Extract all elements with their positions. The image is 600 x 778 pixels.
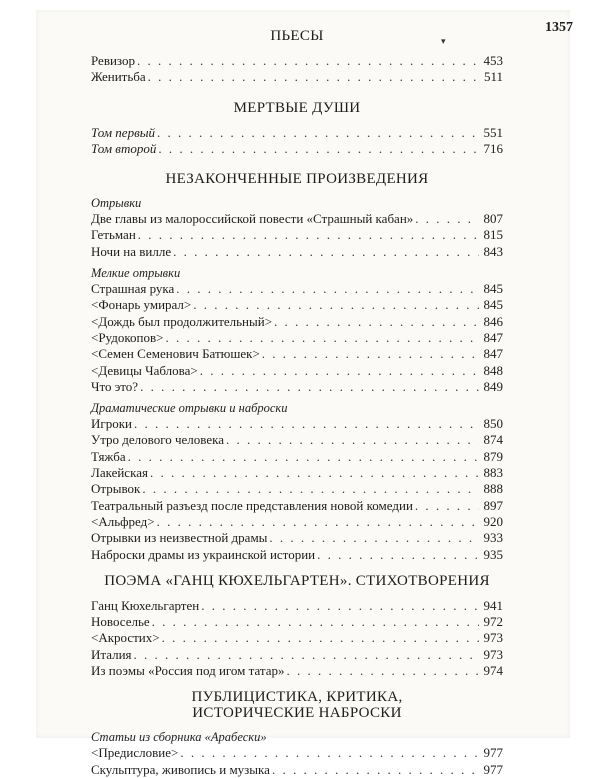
entry-page-number: 920 <box>483 513 503 529</box>
toc-entry <box>91 363 503 379</box>
entry-page-number: 843 <box>483 243 503 259</box>
entry-title: Страшная рука <box>91 281 175 297</box>
entry-page-number: 815 <box>483 227 503 243</box>
dot-leader <box>165 330 479 346</box>
toc-entry <box>91 630 503 646</box>
section-title <box>91 100 503 116</box>
toc-entry <box>91 745 503 761</box>
group-subheading: Статьи из сборника «Арабески» <box>91 730 267 745</box>
section-title <box>91 28 503 44</box>
toc-entry <box>91 281 503 297</box>
page-number: 1357 <box>545 20 573 35</box>
toc-entry <box>91 211 503 227</box>
section-title <box>91 689 503 721</box>
toc-entry <box>91 346 503 362</box>
entry-page-number: 551 <box>483 124 503 140</box>
corner-mark-icon: ▾ <box>441 36 446 46</box>
toc-entry <box>91 647 503 663</box>
toc-entry <box>91 481 503 497</box>
entry-title: <Альфред> <box>91 513 155 529</box>
entry-page-number: 848 <box>483 362 503 378</box>
entry-title: Лакейская <box>91 465 148 481</box>
entry-title: <Акростих> <box>91 630 160 646</box>
toc-entry <box>91 227 503 243</box>
toc-entry <box>91 762 503 778</box>
entry-page-number: 888 <box>483 481 503 497</box>
dot-leader <box>134 416 479 432</box>
entry-page-number: 897 <box>483 497 503 513</box>
toc-entry <box>91 514 503 530</box>
entry-title: Наброски драмы из украинской истории <box>91 546 316 562</box>
entry-title: <Девицы Чаблова> <box>91 362 198 378</box>
entry-page-number: 716 <box>483 140 503 156</box>
entry-title: Из поэмы «Россия под игом татар» <box>91 663 285 679</box>
dot-leader <box>226 432 479 448</box>
entry-page-number: 977 <box>483 761 503 777</box>
toc-entry <box>91 547 503 563</box>
toc-entry <box>91 498 503 514</box>
dot-leader <box>128 449 479 465</box>
section-title-line: ПУБЛИЦИСТИКА, КРИТИКА, <box>191 689 403 706</box>
entry-page-number: 972 <box>483 614 503 630</box>
section-title <box>91 573 503 589</box>
entry-group <box>91 598 503 679</box>
dot-leader <box>157 514 479 530</box>
entry-title: Что это? <box>91 378 139 394</box>
entry-title: <Рудокопов> <box>91 329 164 345</box>
entry-title: <Предисловие> <box>91 745 179 761</box>
dot-leader <box>180 745 479 761</box>
dot-leader <box>176 281 479 297</box>
group-subheading: Мелкие отрывки <box>91 266 181 281</box>
entry-title: <Фонарь умирал> <box>91 297 192 313</box>
toc-entry <box>91 244 503 260</box>
entry-title: Утро делового человека <box>91 432 224 448</box>
entry-page-number: 845 <box>483 297 503 313</box>
entry-page-number: 847 <box>483 346 503 362</box>
toc-entry <box>91 141 503 157</box>
section-title-line: МЕРТВЫЕ ДУШИ <box>233 99 361 116</box>
entry-title: Том второй <box>91 140 157 156</box>
entry-group <box>91 401 503 563</box>
toc-entry <box>91 330 503 346</box>
entry-title: Отрывок <box>91 481 141 497</box>
toc-section <box>91 100 503 158</box>
section-title-line: ПОЭМА «ГАНЦ КЮХЕЛЬГАРТЕН». СТИХОТВОРЕНИЯ <box>104 572 490 589</box>
dot-leader <box>157 125 479 141</box>
dot-leader <box>193 297 479 313</box>
entry-page-number: 850 <box>483 416 503 432</box>
entry-title: Новоселье <box>91 614 150 630</box>
toc-section <box>91 689 503 778</box>
dot-leader <box>140 379 479 395</box>
toc-section <box>91 28 503 86</box>
entry-page-number: 879 <box>483 448 503 464</box>
entry-title: Отрывки из неизвестной драмы <box>91 530 268 546</box>
entry-group <box>91 53 503 86</box>
toc-entry <box>91 416 503 432</box>
entry-page-number: 974 <box>483 663 503 679</box>
toc-entry <box>91 614 503 630</box>
dot-leader <box>274 314 479 330</box>
section-title <box>91 171 503 187</box>
entry-page-number: 883 <box>483 465 503 481</box>
entry-page-number: 933 <box>483 530 503 546</box>
book-page <box>36 10 573 777</box>
toc-entry <box>91 530 503 546</box>
toc-entry <box>91 465 503 481</box>
toc-entry <box>91 297 503 313</box>
entry-title: Ночи на вилле <box>91 243 172 259</box>
toc-section <box>91 171 503 563</box>
dot-leader <box>269 530 479 546</box>
entry-group <box>91 125 503 158</box>
entry-title: <Дождь был продолжительный> <box>91 313 273 329</box>
entry-title: Игроки <box>91 416 132 432</box>
entry-page-number: 977 <box>483 745 503 761</box>
group-subheading: Отрывки <box>91 196 142 211</box>
dot-leader <box>152 614 479 630</box>
entry-page-number: 511 <box>483 69 503 85</box>
entry-title: Гетьман <box>91 227 136 243</box>
section-title-line: НЕЗАКОНЧЕННЫЕ ПРОИЗВЕДЕНИЯ <box>165 171 429 188</box>
entry-page-number: 846 <box>483 313 503 329</box>
toc-section <box>91 573 503 679</box>
dot-leader <box>262 346 479 362</box>
section-title-line: ИСТОРИЧЕСКИЕ НАБРОСКИ <box>192 705 402 722</box>
entry-group <box>91 196 503 260</box>
entry-group <box>91 730 503 778</box>
entry-page-number: 941 <box>483 597 503 613</box>
toc-entry <box>91 379 503 395</box>
dot-leader <box>173 244 479 260</box>
entry-page-number: 874 <box>483 432 503 448</box>
dot-leader <box>162 630 479 646</box>
toc-entry <box>91 598 503 614</box>
toc-entry <box>91 432 503 448</box>
entry-title: Ганц Кюхельгартен <box>91 597 200 613</box>
toc-entry <box>91 449 503 465</box>
entry-title: Театральный разъезд после представления новой комедии <box>91 497 413 513</box>
entry-page-number: 973 <box>483 646 503 662</box>
dot-leader <box>272 762 479 778</box>
toc-entry <box>91 53 503 69</box>
dot-leader <box>137 53 479 69</box>
dot-leader <box>138 227 479 243</box>
section-title-line: ПЬЕСЫ <box>270 28 324 44</box>
table-of-contents <box>91 28 503 778</box>
entry-title: Женитьба <box>91 69 146 85</box>
dot-leader <box>158 141 479 157</box>
dot-leader <box>200 363 479 379</box>
toc-entry <box>91 69 503 85</box>
dot-leader <box>134 647 479 663</box>
entry-page-number: 845 <box>483 281 503 297</box>
entry-page-number: 935 <box>483 546 503 562</box>
entry-page-number: 807 <box>483 211 503 227</box>
toc-entry <box>91 125 503 141</box>
entry-group <box>91 266 503 395</box>
entry-title: Ревизор <box>91 53 135 68</box>
dot-leader <box>142 481 479 497</box>
entry-page-number: 973 <box>483 630 503 646</box>
entry-page-number: 453 <box>483 53 503 68</box>
entry-page-number: 849 <box>483 378 503 394</box>
dot-leader <box>150 465 479 481</box>
group-subheading: Драматические отрывки и наброски <box>91 401 288 416</box>
dot-leader <box>148 69 479 85</box>
entry-page-number: 847 <box>483 329 503 345</box>
dot-leader <box>287 663 479 679</box>
entry-title: Италия <box>91 646 132 662</box>
entry-title: Тяжба <box>91 448 126 464</box>
entry-title: Том первый <box>91 124 156 140</box>
dot-leader <box>317 547 479 563</box>
entry-title: Две главы из малороссийской повести «Страшный кабан» <box>91 211 414 227</box>
toc-entry <box>91 314 503 330</box>
entry-title: Скульптура, живопись и музыка <box>91 761 270 777</box>
dot-leader <box>201 598 479 614</box>
dot-leader <box>415 211 479 227</box>
toc-entry <box>91 663 503 679</box>
entry-title: <Семен Семенович Батюшек> <box>91 346 260 362</box>
dot-leader <box>415 498 479 514</box>
